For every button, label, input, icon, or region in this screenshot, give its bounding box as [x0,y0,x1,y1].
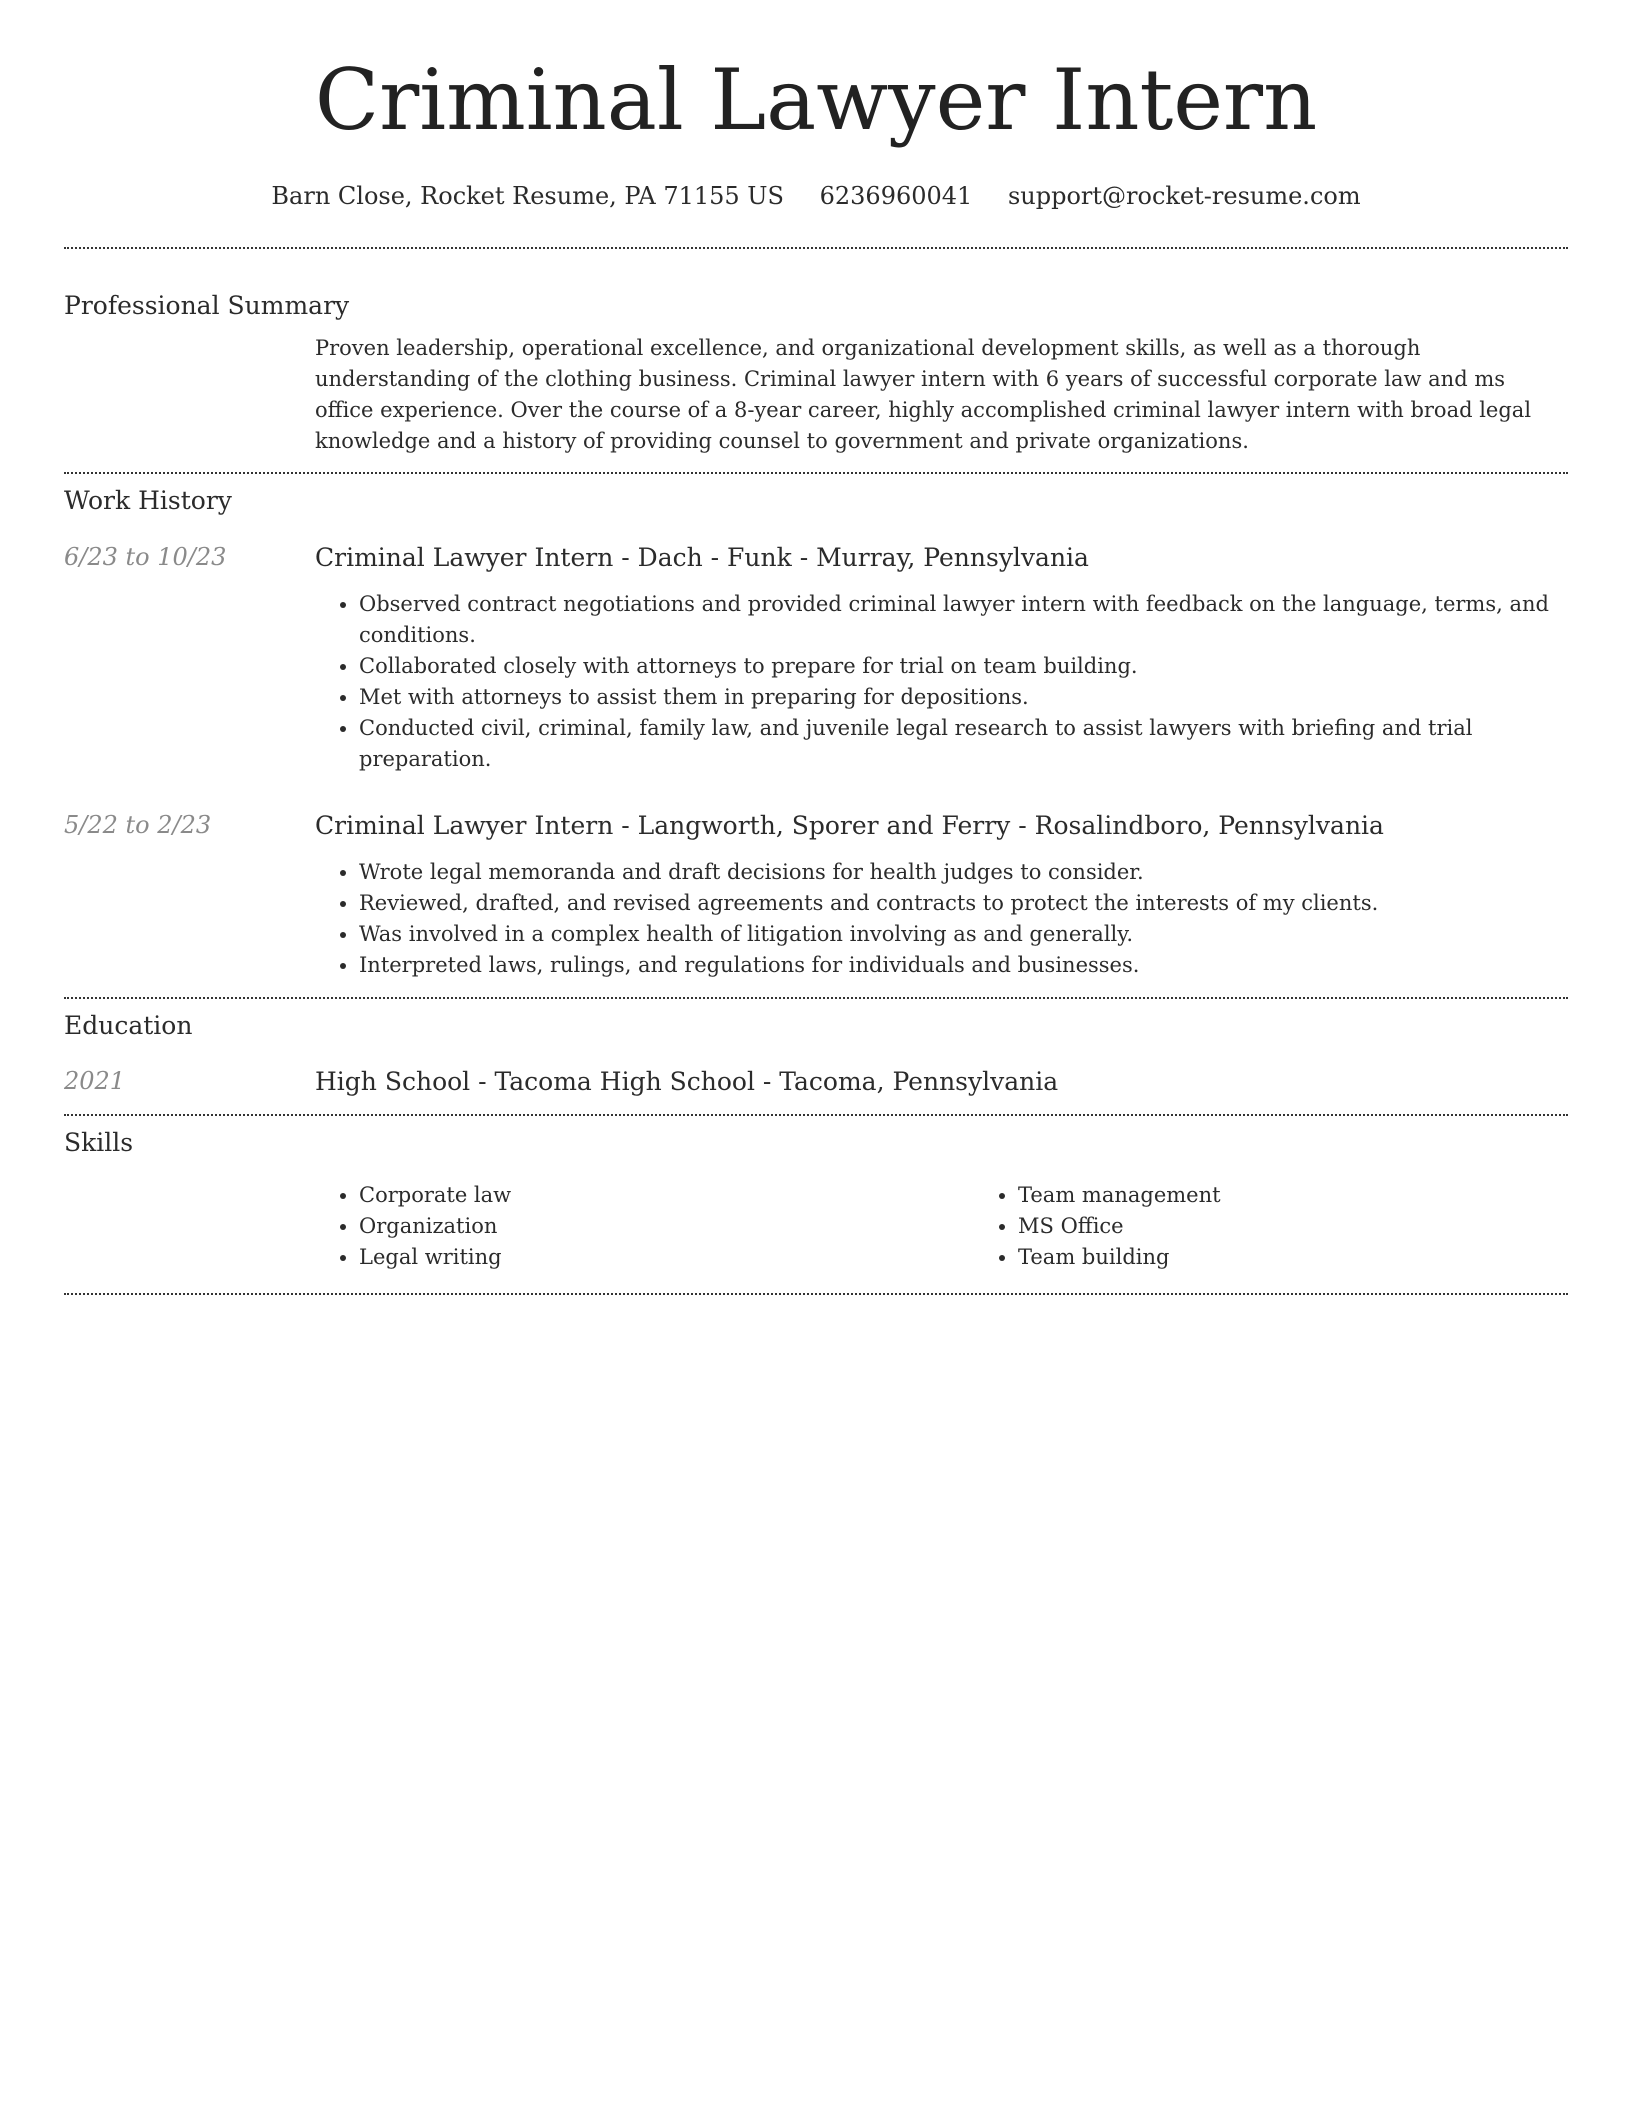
skills-list-right [974,1180,1632,1273]
skills-title: Skills [64,1128,134,1157]
job-dates: 6/23 to 10/23 [64,543,227,571]
divider [64,1114,1568,1116]
job-bullets [315,589,1568,775]
work-history-title: Work History [64,486,232,515]
skills-grid [315,1180,1632,1273]
summary-section [64,291,1568,457]
resume-page [64,0,1568,1295]
list-item: • Met with attorneys to assist them in preparing for depositions. [359,682,1568,713]
education-title: Education [64,1011,193,1040]
list-item: • Team management [1018,1180,1632,1211]
list-item: • Organization [359,1211,974,1242]
list-item: • Corporate law [359,1180,974,1211]
work-history-section [64,486,1568,981]
skills-list-left [315,1180,974,1273]
contact-phone: 6236960041 [819,182,973,210]
divider [64,472,1568,474]
list-item: • Reviewed, drafted, and revised agreements and contracts to protect the interests of my clients. [359,888,1568,919]
list-item: • Wrote legal memoranda and draft decisions for health judges to consider. [359,857,1568,888]
skills-section [64,1128,1568,1273]
list-item: • Legal writing [359,1242,974,1273]
list-item: • Interpreted laws, rulings, and regulations for individuals and businesses. [359,950,1568,981]
summary-title: Professional Summary [64,291,350,320]
list-item: • Team building [1018,1242,1632,1273]
contact-line [64,182,1568,212]
job-dates: 5/22 to 2/23 [64,811,212,839]
list-item: • Observed contract negotiations and provided criminal lawyer intern with feedback on the language, terms, and conditions. [359,589,1568,651]
list-item: • Was involved in a complex health of litigation involving as and generally. [359,919,1568,950]
contact-address: Barn Close, Rocket Resume, PA 71155 US [271,182,784,210]
list-item: • Collaborated closely with attorneys to prepare for trial on team building. [359,651,1568,682]
summary-text: Proven leadership, operational excellence, and organizational development skills, as well as a thorough understanding of the clothing business. Criminal lawyer intern with 6 years of successful corporate law and ms office experience. Over the course of a 8-year career, highly accomplished criminal lawyer intern with broad legal knowledge and a history of providing counsel to government and private organizations. [315,336,1532,453]
education-entry [64,1067,1568,1096]
job-entry [64,811,1568,981]
job-heading: Criminal Lawyer Intern - Langworth, Sporer and Ferry - Rosalindboro, Pennsylvania [315,811,1384,840]
list-item: • Conducted civil, criminal, family law, and juvenile legal research to assist lawyers with briefing and trial preparation. [359,713,1568,775]
list-item: • MS Office [1018,1211,1632,1242]
job-heading: Criminal Lawyer Intern - Dach - Funk - Murray, Pennsylvania [315,543,1089,572]
divider [64,997,1568,999]
divider [64,247,1568,249]
contact-email: support@rocket-resume.com [1007,182,1361,210]
job-bullets [315,857,1568,981]
divider [64,1293,1568,1295]
candidate-name: Criminal Lawyer Intern [314,51,1318,149]
education-heading: High School - Tacoma High School - Tacoma, Pennsylvania [315,1067,1059,1096]
job-entry [64,543,1568,775]
education-section [64,1011,1568,1096]
education-year: 2021 [64,1067,126,1095]
